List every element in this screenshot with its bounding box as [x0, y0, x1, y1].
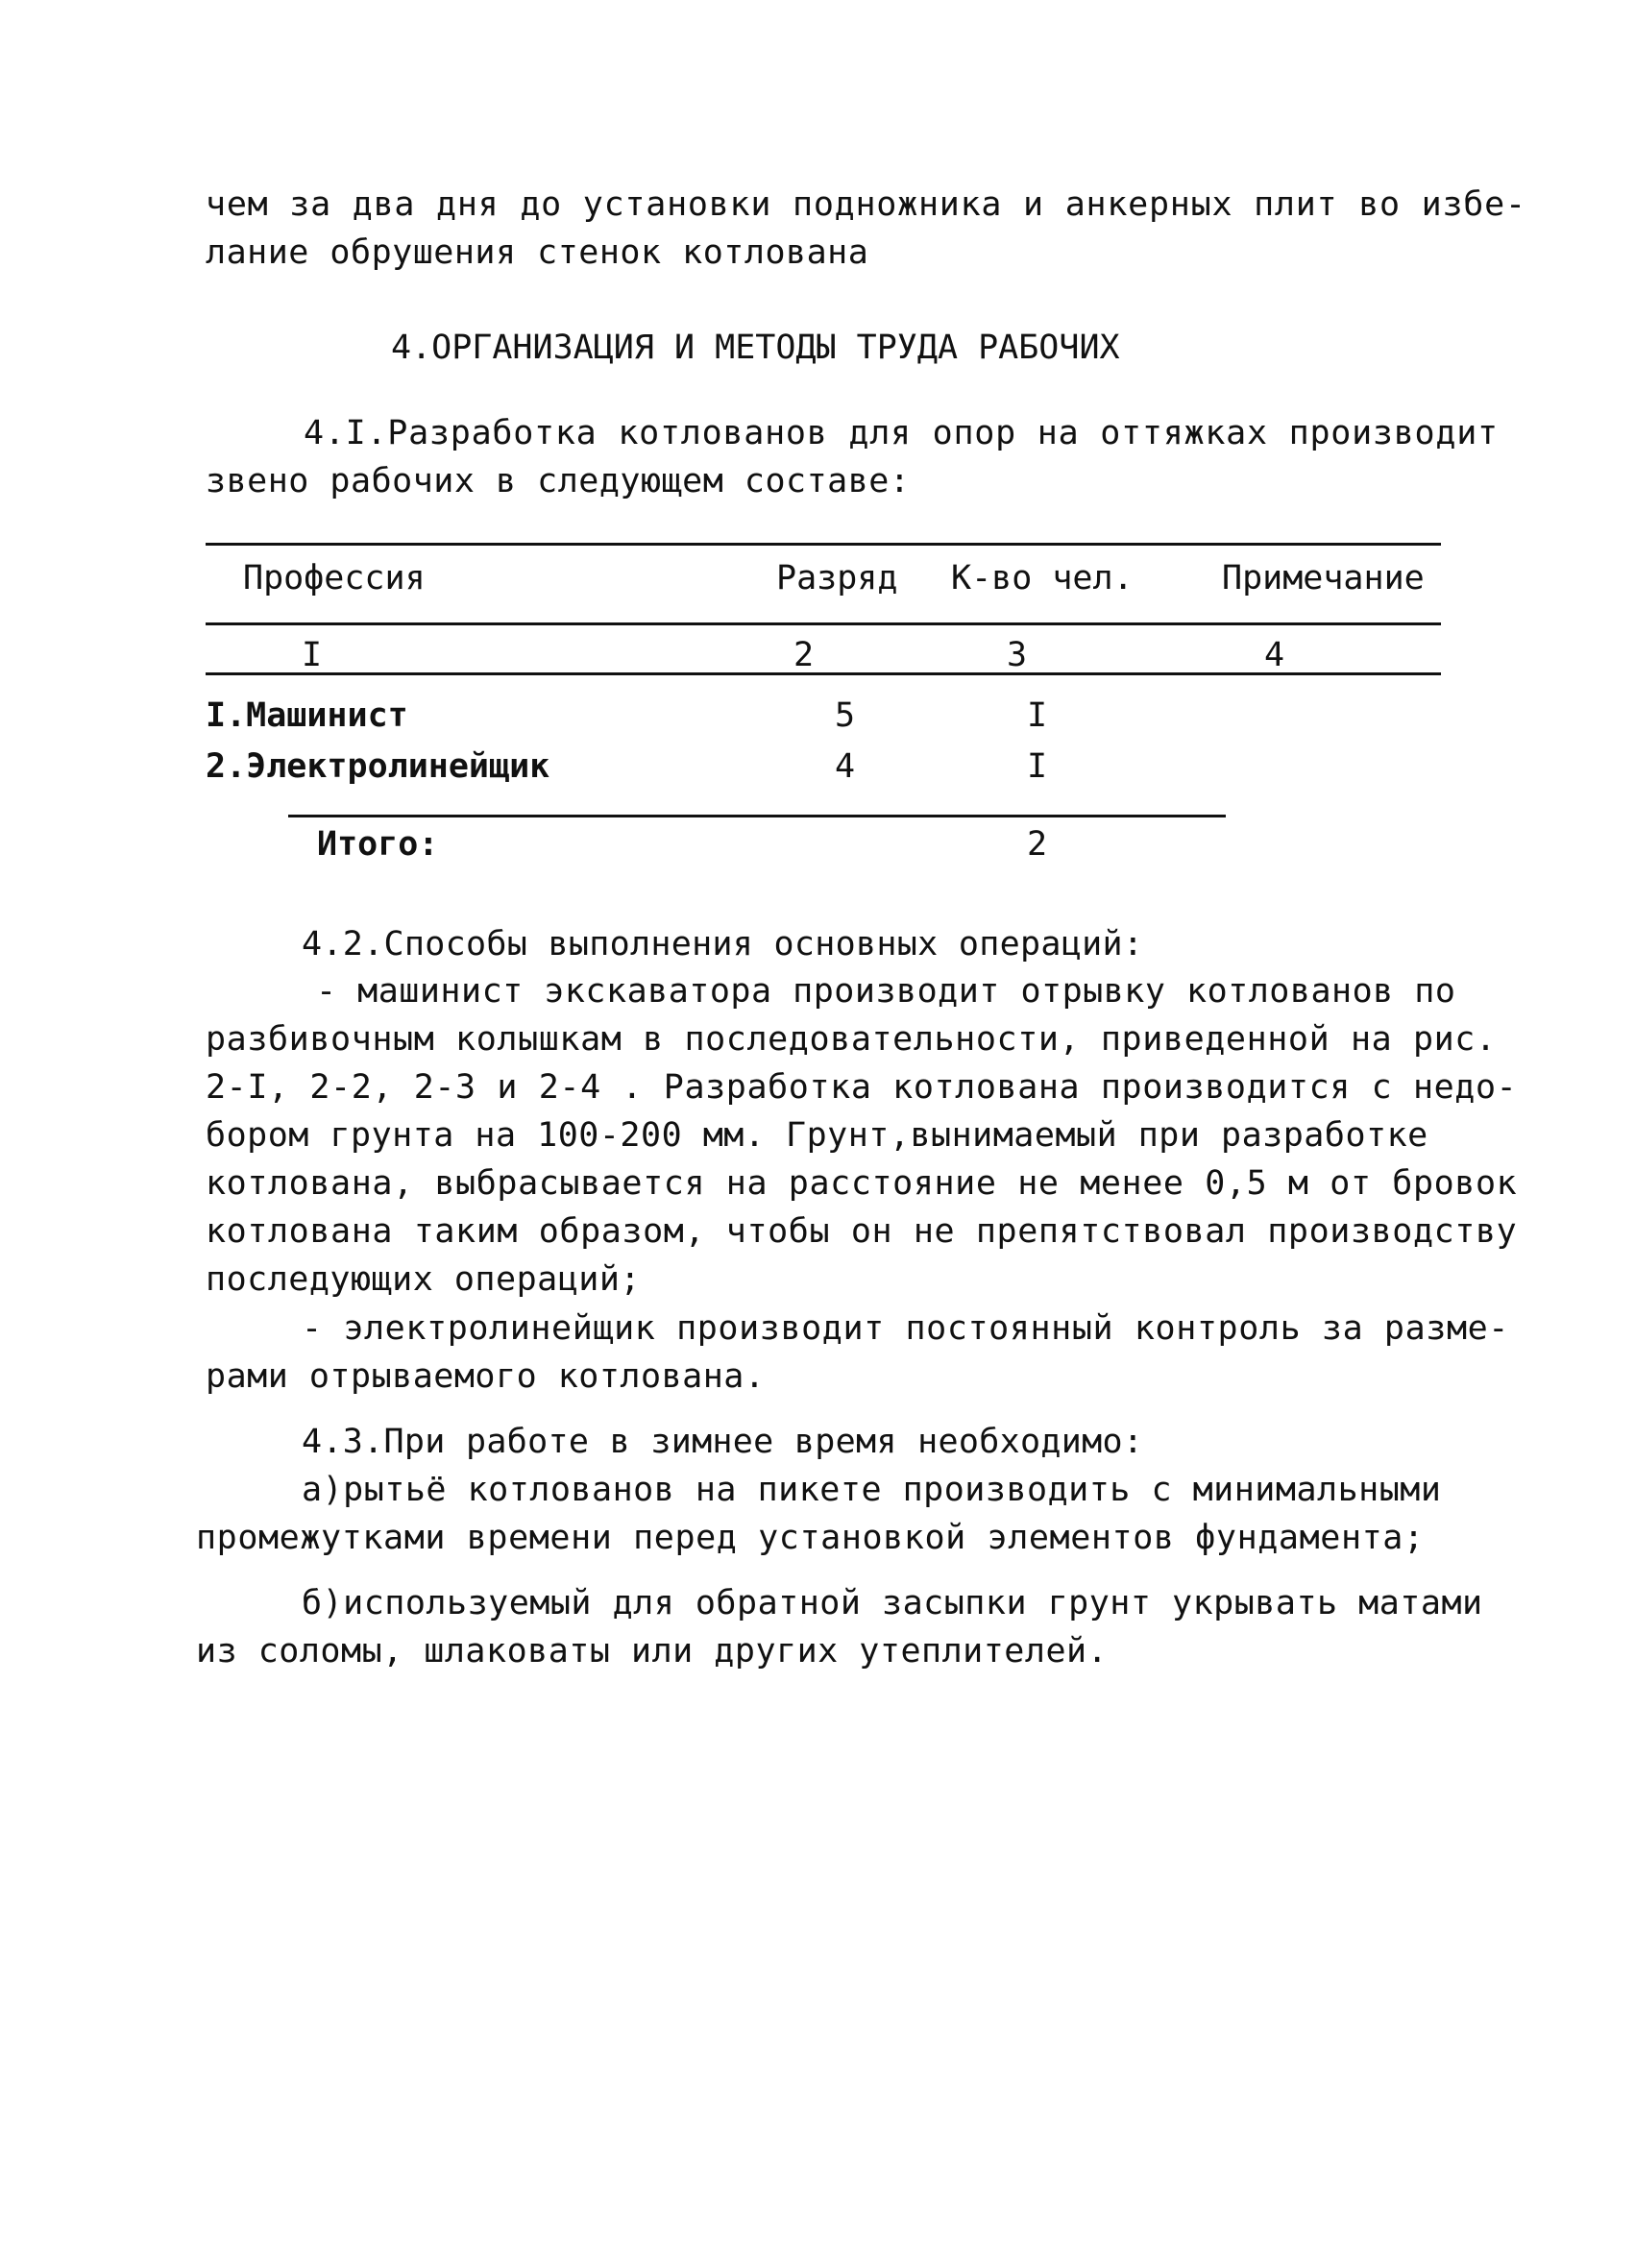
column-number-3: 3	[1007, 636, 1028, 674]
header-profession: Профессия	[243, 559, 426, 597]
para-4-2-line-2: - машинист экскаватора производит отрывку котлованов по	[316, 972, 1456, 1011]
column-number-1: I	[302, 636, 323, 674]
intro-line-2: лание обрушения стенок котлована	[206, 233, 869, 272]
row-2-profession: 2.Электролинейщик	[206, 747, 550, 786]
para-4-2-line-5: бором грунта на 100-200 мм. Грунт,вынимаемый при разработке	[206, 1116, 1428, 1155]
column-number-4: 4	[1264, 636, 1285, 674]
total-value: 2	[1027, 825, 1048, 864]
row-1-profession: I.Машинист	[206, 696, 408, 735]
para-4-3-line-2: а)рытьё котлованов на пикете производить с минимальными	[302, 1471, 1442, 1509]
table-header-rule	[206, 622, 1441, 625]
row-2-count: I	[1027, 747, 1048, 786]
row-1-grade: 5	[835, 696, 856, 735]
para-4-1-line-1: 4.I.Разработка котлованов для опор на оттяжках производит	[304, 414, 1499, 452]
para-4-3-line-1: 4.3.При работе в зимнее время необходимо:	[302, 1423, 1144, 1461]
para-4-3-line-5: из соломы, шлаковаты или других утеплителей.	[196, 1632, 1109, 1671]
header-note: Примечание	[1222, 559, 1425, 597]
header-count: К-во чел.	[951, 559, 1134, 597]
table-numbers-rule	[206, 672, 1441, 675]
table-top-rule	[206, 543, 1441, 546]
para-4-2-line-1: 4.2.Способы выполнения основных операций:	[302, 925, 1144, 963]
section-heading: 4.ОРГАНИЗАЦИЯ И МЕТОДЫ ТРУДА РАБОЧИХ	[391, 329, 1120, 367]
column-number-2: 2	[793, 636, 815, 674]
para-4-3-line-3: промежутками времени перед установкой элементов фундамента;	[196, 1519, 1425, 1557]
para-4-2-line-7: котлована таким образом, чтобы он не препятствовал производству	[206, 1212, 1518, 1251]
para-4-2-line-3: разбивочным колышкам в последовательности, приведенной на рис.	[206, 1020, 1497, 1059]
row-2-grade: 4	[835, 747, 856, 786]
header-grade: Разряд	[776, 559, 898, 597]
para-4-3-line-4: б)используемый для обратной засыпки грунт укрывать матами	[302, 1584, 1483, 1622]
para-4-1-line-2: звено рабочих в следующем составе:	[206, 462, 911, 500]
row-1-count: I	[1027, 696, 1048, 735]
para-4-2-line-4: 2-I, 2-2, 2-3 и 2-4 . Разработка котлована производится с недо-	[206, 1068, 1518, 1107]
table-total-rule	[288, 815, 1226, 817]
para-4-2-line-10: рами отрываемого котлована.	[206, 1357, 766, 1396]
total-label: Итого:	[317, 825, 439, 864]
para-4-2-line-8: последующих операций;	[206, 1260, 642, 1299]
intro-line-1: чем за два дня до установки подножника и анкерных плит во избе-	[206, 185, 1526, 224]
para-4-2-line-9: - электролинейщик производит постоянный контроль за разме-	[302, 1309, 1509, 1348]
para-4-2-line-6: котлована, выбрасывается на расстояние не менее 0,5 м от бровок	[206, 1164, 1518, 1203]
